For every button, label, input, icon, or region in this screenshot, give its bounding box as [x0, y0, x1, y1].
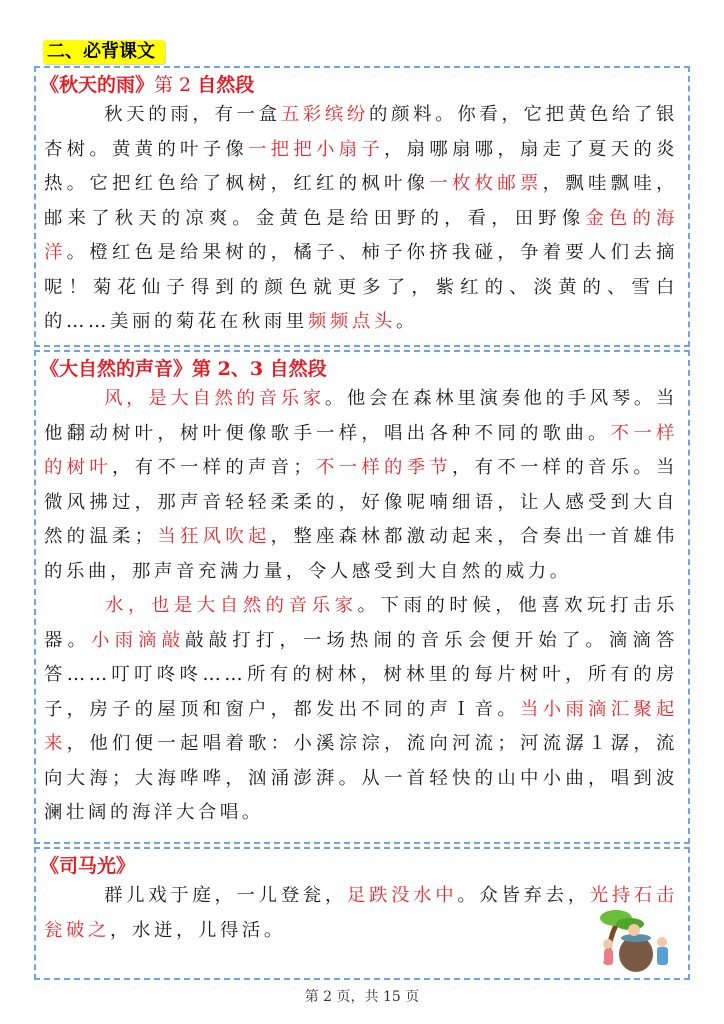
highlighted-phrase: 一把把小扇子 [248, 138, 384, 160]
text-title [40, 72, 688, 98]
text-segment: ，有不一样的音乐。当微风拂过，那声音轻轻柔柔的，好像呢喃细语，让人感受到大自然的温柔； [44, 457, 678, 547]
text-segment: 的颜料。你看，它把黄色给了银杏树。黄黄的叶子像 [44, 104, 678, 160]
text-segment: 敲敲打打，一场热闹的音乐会便开始了。滴滴答答……叮叮咚咚……所有的树林，树林里的每片树叶，所有的房子，房子的屋顶和窗户，都发出不同的声Ｉ音。 [44, 629, 678, 720]
text-segment: 秋天的雨，有一盒 [104, 104, 281, 125]
text-segment: ，飘哇飘哇，邮来了秋天的凉爽。金黄色是给田野的，看，田野像 [44, 173, 678, 229]
highlighted-phrase: 风，是大自然的音乐家 [104, 388, 325, 409]
highlighted-phrase: 当小雨滴汇聚起来 [44, 698, 678, 754]
text-segment: ，有不一样的声音； [112, 457, 316, 478]
highlighted-phrase: 五彩缤纷 [280, 104, 370, 125]
highlighted-phrase: 金色的海洋 [44, 207, 678, 263]
text-title: 《司马光》 [40, 855, 136, 877]
text-box-sima-guang [34, 847, 690, 980]
highlighted-phrase: 光持石击瓮破之 [44, 885, 678, 941]
text-box-nature-sound [34, 350, 690, 844]
text-segment: 。 [395, 311, 418, 332]
highlighted-phrase: 当狂风吹起 [156, 526, 271, 547]
text-segment: 。他会在森林里演奏他的手风琴。当他翻动树叶，树叶便像歌手一样，唱出各种不同的歌曲。 [44, 388, 678, 444]
paragraph [44, 382, 678, 589]
text-segment: 。橙红色是给果树的，橘子、柿子你挤我碰，争着要人们去摘呢！菊花仙子得到的颜色就更多了，紫红的、淡黄的、雪白的……美丽的菊花在秋雨里 [44, 242, 678, 332]
text-box-autumn-rain [34, 66, 690, 347]
paragraph [44, 879, 678, 948]
text-segment: ，他们便一起唱着歌：小溪淙淙，流向河流；河流潺１潺，流向大海；大海哗哗，汹涌澎湃。从一首轻快的山中小曲，唱到波澜壮阔的海洋大合唱。 [44, 733, 678, 823]
paragraph [44, 589, 678, 831]
text-segment: 。众皆弃去， [457, 885, 590, 906]
highlighted-phrase: 频频点头 [307, 311, 396, 332]
text-title: 《大自然的声音》第 2、3 自然段 [40, 358, 327, 380]
highlighted-phrase: 不一样的季节 [315, 457, 452, 478]
text-segment: 群儿戏于庭，一儿登瓮， [104, 885, 347, 906]
text-segment: 。下雨的时候，他喜欢玩打击乐器。 [44, 595, 678, 651]
page-footer: 第 2 页，共 15 页 [304, 989, 420, 1005]
text-segment: ，水迸，儿得活。 [109, 919, 286, 941]
title-red2: 自然段 [197, 74, 255, 96]
highlighted-phrase: 一枚枚邮票 [429, 173, 543, 194]
text-segment: ，扇哪扇哪，扇走了夏天的炎热。它把红色给了枫树，红红的枫叶像 [44, 138, 678, 194]
title-plain: 第 2 [154, 74, 198, 96]
paragraph [44, 98, 678, 340]
section-header: 二、必背课文 [43, 40, 165, 64]
highlighted-phrase: 水，也是大自然的音乐家 [104, 595, 358, 616]
highlighted-phrase: 小雨滴敲 [91, 629, 186, 651]
sima-guang-illustration-icon [588, 904, 678, 974]
title-red: 《秋天的雨》 [40, 74, 155, 96]
highlighted-phrase: 不一样的树叶 [44, 422, 678, 478]
text-segment: ，整座森林都激动起来，合奏出一首雄伟的乐曲，那声音充满力量，令人感受到大自然的威力。 [44, 526, 678, 582]
highlighted-phrase: 足跌没水中 [346, 885, 458, 906]
